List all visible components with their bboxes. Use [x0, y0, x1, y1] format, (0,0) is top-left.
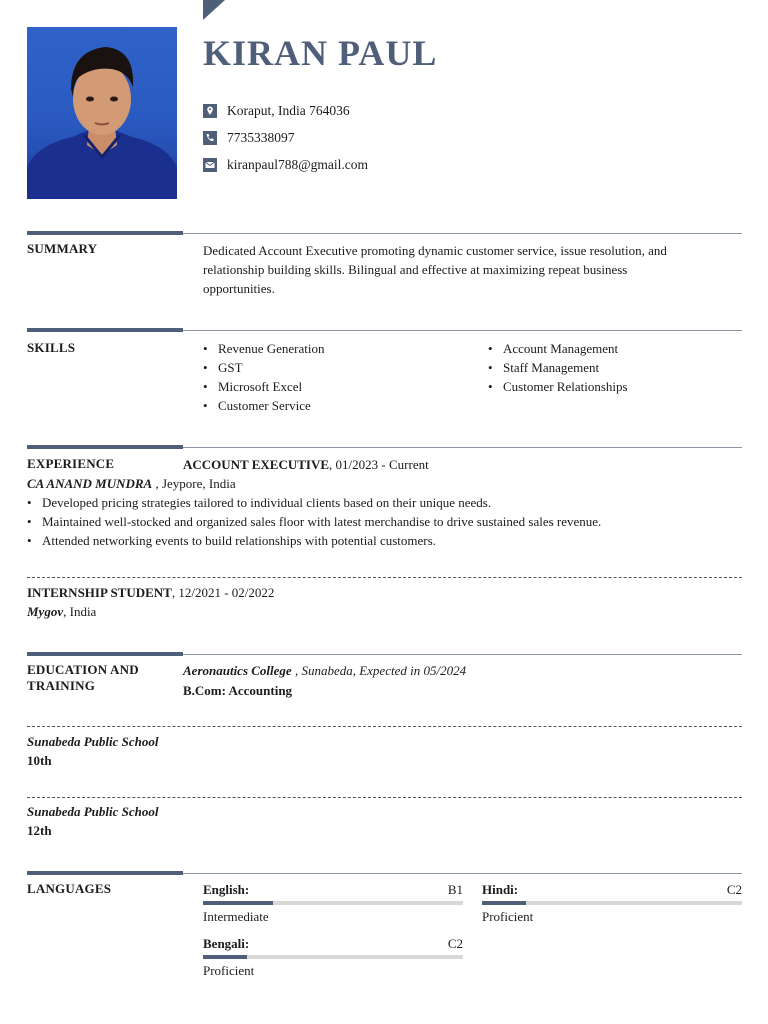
- job-bullets: [27, 493, 747, 550]
- section-divider: [27, 330, 742, 331]
- skill-item: • Account Management: [488, 339, 748, 358]
- skill-item: • GST: [203, 358, 473, 377]
- dashed-divider: [27, 577, 742, 578]
- language-code: C2: [726, 882, 742, 897]
- job2-location: , India: [63, 604, 97, 619]
- skills-heading: SKILLS: [27, 340, 76, 355]
- section-divider: [27, 654, 742, 655]
- degree-field: : Accounting: [221, 683, 293, 698]
- dashed-divider: [27, 797, 742, 798]
- education-degree-line: [183, 681, 292, 700]
- school-name: Aeronautics College: [183, 663, 292, 678]
- language-item: [482, 882, 742, 925]
- job2-role: INTERNSHIP STUDENT: [27, 585, 172, 600]
- job-location: , Jeypore, India: [152, 476, 236, 491]
- degree: B.Com: [183, 683, 222, 698]
- job-bullet: • Developed pricing strategies tailored to individual clients based on their unique needs.: [27, 493, 747, 512]
- phone-text: 7735338097: [227, 130, 295, 145]
- school-name: Sunabeda Public School: [27, 804, 159, 819]
- candidate-name: KIRAN PAUL: [203, 33, 438, 73]
- skill-item: • Microsoft Excel: [203, 377, 473, 396]
- profile-photo: [27, 27, 177, 199]
- job-bullet: • Maintained well-stocked and organized sales floor with latest merchandise to drive sustained sales revenue.: [27, 512, 747, 531]
- section-divider: [27, 447, 742, 448]
- summary-heading: SUMMARY: [27, 241, 98, 256]
- job2-dates: , 12/2021 - 02/2022: [171, 585, 275, 600]
- degree: 12th: [27, 823, 52, 838]
- contact-phone: [203, 129, 295, 147]
- email-text[interactable]: kiranpaul788@gmail.com: [227, 157, 369, 172]
- experience-heading: EXPERIENCE: [27, 456, 115, 471]
- job-company-line: [27, 474, 236, 493]
- job-role: ACCOUNT EXECUTIVE: [183, 457, 330, 472]
- corner-decoration: [203, 0, 225, 20]
- language-level: Proficient: [203, 963, 255, 978]
- language-proficiency-bar: [203, 955, 463, 959]
- language-code: B1: [447, 882, 463, 897]
- language-item: [203, 936, 463, 979]
- job-bullet: • Attended networking events to build relationships with potential customers.: [27, 531, 747, 550]
- skills-list-left: [203, 339, 473, 415]
- job2-title-line: [27, 583, 274, 602]
- language-proficiency-bar: [482, 901, 742, 905]
- language-name: Bengali:: [203, 936, 250, 951]
- language-name: English:: [203, 882, 250, 897]
- language-proficiency-bar: [203, 901, 463, 905]
- language-level: Proficient: [482, 909, 534, 924]
- school-name: Sunabeda Public School: [27, 734, 159, 749]
- skill-item: • Revenue Generation: [203, 339, 473, 358]
- language-item: [203, 882, 463, 925]
- section-divider: [27, 233, 742, 234]
- email-icon: [203, 158, 217, 172]
- person-portrait-image: [27, 27, 177, 199]
- skills-list-right: [488, 339, 748, 396]
- skill-item: • Customer Service: [203, 396, 473, 415]
- skill-item: • Customer Relationships: [488, 377, 748, 396]
- job2-company-line: [27, 602, 96, 621]
- job-company: CA ANAND MUNDRA: [27, 476, 153, 491]
- degree: 10th: [27, 753, 52, 768]
- location-icon: [203, 104, 217, 118]
- phone-icon: [203, 131, 217, 145]
- job2-company: Mygov: [27, 604, 64, 619]
- job-dates: , 01/2023 - Current: [329, 457, 429, 472]
- language-name: Hindi:: [482, 882, 519, 897]
- dashed-divider: [27, 726, 742, 727]
- summary-text: Dedicated Account Executive promoting dynamic customer service, issue resolution, and relationship building skills. Bilingual and effective at maximizing repeat business opportunities.: [203, 243, 667, 296]
- language-code: C2: [447, 936, 463, 951]
- languages-heading: LANGUAGES: [27, 881, 112, 896]
- school-detail: , Sunabeda, Expected in 05/2024: [291, 663, 467, 678]
- address-text: Koraput, India 764036: [227, 103, 350, 118]
- language-level: Intermediate: [203, 909, 269, 924]
- contact-address: [203, 102, 350, 120]
- contact-email: [203, 156, 368, 174]
- section-divider: [27, 873, 742, 874]
- education-school-line: [183, 661, 466, 680]
- skill-item: • Staff Management: [488, 358, 748, 377]
- education-heading: EDUCATION AND TRAINING: [27, 662, 139, 693]
- job-title-line: [183, 455, 429, 474]
